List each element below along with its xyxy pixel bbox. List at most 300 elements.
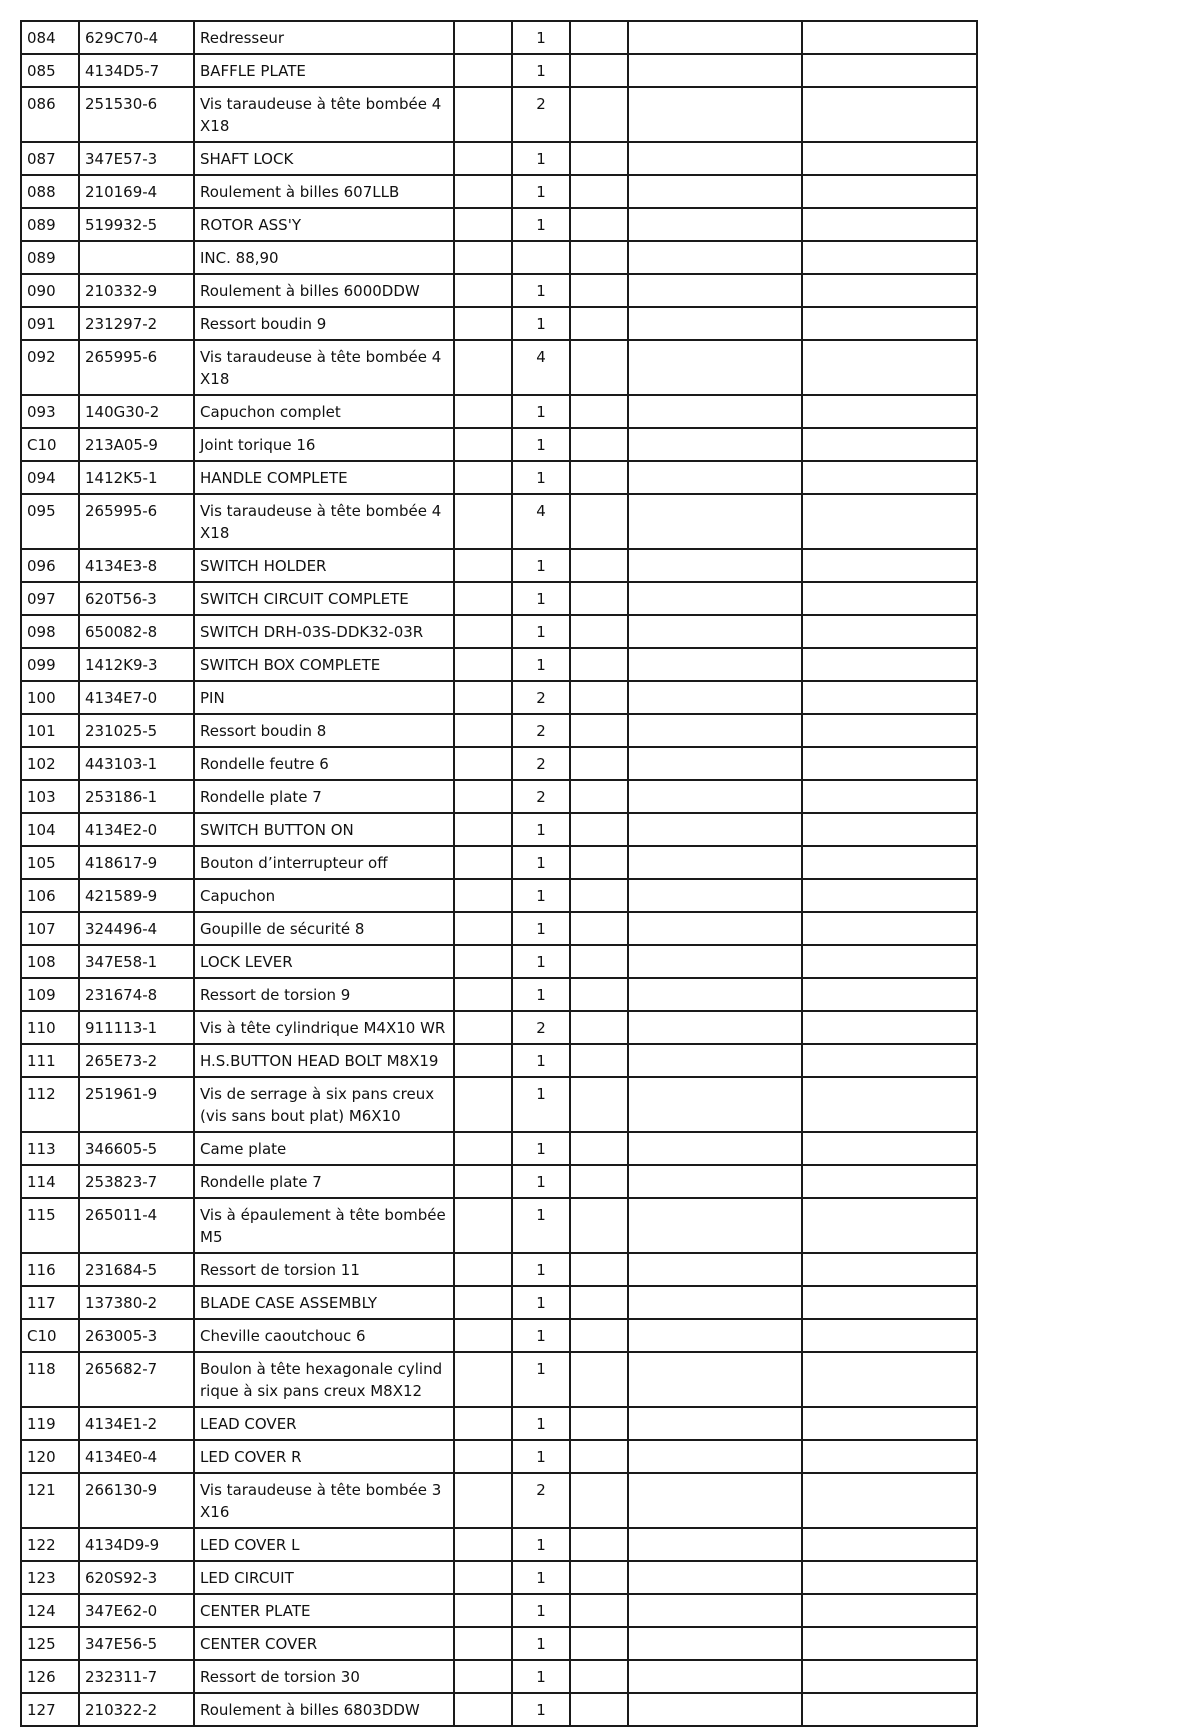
- description-cell: Ressort boudin 9: [194, 307, 454, 340]
- empty-cell: [454, 1077, 512, 1132]
- table-row: [21, 21, 977, 54]
- empty-cell: [802, 87, 977, 142]
- table-row: [21, 494, 977, 549]
- part-number-cell: 265995-6: [79, 340, 194, 395]
- empty-cell: [570, 1561, 628, 1594]
- empty-cell: [628, 340, 802, 395]
- empty-cell: [628, 87, 802, 142]
- empty-cell: [628, 21, 802, 54]
- empty-cell: [628, 813, 802, 846]
- part-number-cell: 4134D5-7: [79, 54, 194, 87]
- empty-cell: [454, 494, 512, 549]
- empty-cell: [570, 1165, 628, 1198]
- item-number-cell: 105: [21, 846, 79, 879]
- empty-cell: [802, 615, 977, 648]
- item-number-cell: 091: [21, 307, 79, 340]
- empty-cell: [570, 1594, 628, 1627]
- empty-cell: [628, 274, 802, 307]
- empty-cell: [802, 681, 977, 714]
- empty-cell: [454, 945, 512, 978]
- part-number-cell: 4134D9-9: [79, 1528, 194, 1561]
- item-number-cell: C10: [21, 1319, 79, 1352]
- empty-cell: [570, 274, 628, 307]
- item-number-cell: 119: [21, 1407, 79, 1440]
- empty-cell: [570, 461, 628, 494]
- quantity-cell: 1: [512, 461, 570, 494]
- empty-cell: [628, 241, 802, 274]
- item-number-cell: 112: [21, 1077, 79, 1132]
- empty-cell: [628, 461, 802, 494]
- description-cell: Vis taraudeuse à tête bombée 4X18: [194, 494, 454, 549]
- part-number-cell: 4134E0-4: [79, 1440, 194, 1473]
- table-row: [21, 54, 977, 87]
- empty-cell: [802, 846, 977, 879]
- empty-cell: [802, 1077, 977, 1132]
- item-number-cell: 115: [21, 1198, 79, 1253]
- empty-cell: [454, 1561, 512, 1594]
- part-number-cell: 265682-7: [79, 1352, 194, 1407]
- description-cell: Goupille de sécurité 8: [194, 912, 454, 945]
- empty-cell: [628, 54, 802, 87]
- part-number-cell: 324496-4: [79, 912, 194, 945]
- table-row: [21, 582, 977, 615]
- empty-cell: [628, 714, 802, 747]
- item-number-cell: 122: [21, 1528, 79, 1561]
- table-row: [21, 1044, 977, 1077]
- table-row: [21, 1352, 977, 1407]
- quantity-cell: 1: [512, 549, 570, 582]
- quantity-cell: 1: [512, 1198, 570, 1253]
- empty-cell: [802, 747, 977, 780]
- quantity-cell: 2: [512, 681, 570, 714]
- quantity-cell: 1: [512, 648, 570, 681]
- empty-cell: [802, 1693, 977, 1726]
- quantity-cell: 1: [512, 846, 570, 879]
- empty-cell: [454, 241, 512, 274]
- description-cell: SWITCH CIRCUIT COMPLETE: [194, 582, 454, 615]
- table-row: [21, 1253, 977, 1286]
- quantity-cell: 2: [512, 87, 570, 142]
- quantity-cell: 1: [512, 615, 570, 648]
- empty-cell: [454, 395, 512, 428]
- item-number-cell: 094: [21, 461, 79, 494]
- table-row: [21, 1660, 977, 1693]
- description-cell: LOCK LEVER: [194, 945, 454, 978]
- part-number-cell: 253186-1: [79, 780, 194, 813]
- part-number-cell: 231674-8: [79, 978, 194, 1011]
- empty-cell: [570, 1693, 628, 1726]
- table-row: [21, 1473, 977, 1528]
- empty-cell: [802, 1660, 977, 1693]
- part-number-cell: 137380-2: [79, 1286, 194, 1319]
- item-number-cell: 089: [21, 241, 79, 274]
- description-cell: Rondelle plate 7: [194, 780, 454, 813]
- item-number-cell: 127: [21, 1693, 79, 1726]
- item-number-cell: 120: [21, 1440, 79, 1473]
- item-number-cell: 087: [21, 142, 79, 175]
- description-cell: H.S.BUTTON HEAD BOLT M8X19: [194, 1044, 454, 1077]
- empty-cell: [628, 1561, 802, 1594]
- empty-cell: [628, 582, 802, 615]
- empty-cell: [454, 1044, 512, 1077]
- empty-cell: [454, 1407, 512, 1440]
- empty-cell: [570, 1011, 628, 1044]
- part-number-cell: 266130-9: [79, 1473, 194, 1528]
- empty-cell: [628, 1352, 802, 1407]
- description-cell: Vis de serrage à six pans creux (vis sans bout plat) M6X10: [194, 1077, 454, 1132]
- item-number-cell: 107: [21, 912, 79, 945]
- empty-cell: [454, 54, 512, 87]
- description-cell: Capuchon: [194, 879, 454, 912]
- empty-cell: [570, 1198, 628, 1253]
- table-row: [21, 1440, 977, 1473]
- quantity-cell: 1: [512, 1044, 570, 1077]
- empty-cell: [802, 1132, 977, 1165]
- table-row: [21, 846, 977, 879]
- quantity-cell: 1: [512, 54, 570, 87]
- part-number-cell: 213A05-9: [79, 428, 194, 461]
- quantity-cell: 1: [512, 1528, 570, 1561]
- description-cell: Rondelle feutre 6: [194, 747, 454, 780]
- quantity-cell: 4: [512, 340, 570, 395]
- part-number-cell: 265011-4: [79, 1198, 194, 1253]
- description-cell: CENTER PLATE: [194, 1594, 454, 1627]
- description-cell: Cheville caoutchouc 6: [194, 1319, 454, 1352]
- table-row: [21, 714, 977, 747]
- part-number-cell: 231025-5: [79, 714, 194, 747]
- empty-cell: [454, 142, 512, 175]
- empty-cell: [570, 648, 628, 681]
- empty-cell: [454, 912, 512, 945]
- empty-cell: [802, 912, 977, 945]
- part-number-cell: 347E58-1: [79, 945, 194, 978]
- empty-cell: [454, 1352, 512, 1407]
- description-cell: Redresseur: [194, 21, 454, 54]
- quantity-cell: 1: [512, 142, 570, 175]
- item-number-cell: 099: [21, 648, 79, 681]
- empty-cell: [628, 1407, 802, 1440]
- description-cell: LED COVER R: [194, 1440, 454, 1473]
- empty-cell: [628, 142, 802, 175]
- quantity-cell: 2: [512, 747, 570, 780]
- item-number-cell: 086: [21, 87, 79, 142]
- table-row: [21, 681, 977, 714]
- table-row: [21, 978, 977, 1011]
- empty-cell: [570, 780, 628, 813]
- empty-cell: [570, 395, 628, 428]
- part-number-cell: 210322-2: [79, 1693, 194, 1726]
- empty-cell: [570, 21, 628, 54]
- table-row: [21, 1286, 977, 1319]
- description-cell: Vis à tête cylindrique M4X10 WR: [194, 1011, 454, 1044]
- table-row: [21, 1594, 977, 1627]
- item-number-cell: 103: [21, 780, 79, 813]
- empty-cell: [570, 681, 628, 714]
- empty-cell: [628, 1440, 802, 1473]
- table-row: [21, 175, 977, 208]
- description-cell: Ressort boudin 8: [194, 714, 454, 747]
- table-row: [21, 945, 977, 978]
- description-cell: Roulement à billes 607LLB: [194, 175, 454, 208]
- empty-cell: [628, 307, 802, 340]
- empty-cell: [802, 1561, 977, 1594]
- empty-cell: [454, 714, 512, 747]
- empty-cell: [802, 307, 977, 340]
- empty-cell: [570, 241, 628, 274]
- empty-cell: [570, 1253, 628, 1286]
- table-row: [21, 1561, 977, 1594]
- quantity-cell: 1: [512, 1660, 570, 1693]
- empty-cell: [628, 1319, 802, 1352]
- empty-cell: [628, 912, 802, 945]
- empty-cell: [628, 615, 802, 648]
- empty-cell: [802, 428, 977, 461]
- quantity-cell: 1: [512, 1132, 570, 1165]
- empty-cell: [802, 1198, 977, 1253]
- description-cell: Ressort de torsion 30: [194, 1660, 454, 1693]
- item-number-cell: 100: [21, 681, 79, 714]
- item-number-cell: 121: [21, 1473, 79, 1528]
- empty-cell: [628, 978, 802, 1011]
- part-number-cell: 443103-1: [79, 747, 194, 780]
- description-cell: Vis taraudeuse à tête bombée 4X18: [194, 340, 454, 395]
- empty-cell: [802, 274, 977, 307]
- description-cell: PIN: [194, 681, 454, 714]
- empty-cell: [454, 428, 512, 461]
- empty-cell: [570, 1319, 628, 1352]
- empty-cell: [628, 549, 802, 582]
- item-number-cell: 098: [21, 615, 79, 648]
- quantity-cell: 1: [512, 1594, 570, 1627]
- empty-cell: [454, 1253, 512, 1286]
- empty-cell: [570, 340, 628, 395]
- quantity-cell: [512, 241, 570, 274]
- table-row: [21, 549, 977, 582]
- empty-cell: [570, 175, 628, 208]
- empty-cell: [802, 1286, 977, 1319]
- empty-cell: [570, 1528, 628, 1561]
- table-row: [21, 1077, 977, 1132]
- quantity-cell: 4: [512, 494, 570, 549]
- item-number-cell: 113: [21, 1132, 79, 1165]
- description-cell: CENTER COVER: [194, 1627, 454, 1660]
- description-cell: Capuchon complet: [194, 395, 454, 428]
- part-number-cell: 263005-3: [79, 1319, 194, 1352]
- part-number-cell: [79, 241, 194, 274]
- empty-cell: [454, 1473, 512, 1528]
- empty-cell: [454, 1286, 512, 1319]
- empty-cell: [454, 1594, 512, 1627]
- empty-cell: [570, 1132, 628, 1165]
- item-number-cell: 116: [21, 1253, 79, 1286]
- quantity-cell: 1: [512, 1253, 570, 1286]
- description-cell: LEAD COVER: [194, 1407, 454, 1440]
- item-number-cell: 096: [21, 549, 79, 582]
- table-row: [21, 142, 977, 175]
- part-number-cell: 620S92-3: [79, 1561, 194, 1594]
- part-number-cell: 346605-5: [79, 1132, 194, 1165]
- quantity-cell: 1: [512, 813, 570, 846]
- quantity-cell: 1: [512, 21, 570, 54]
- empty-cell: [802, 1440, 977, 1473]
- empty-cell: [454, 1660, 512, 1693]
- part-number-cell: 4134E3-8: [79, 549, 194, 582]
- quantity-cell: 1: [512, 208, 570, 241]
- parts-list-page: [20, 20, 978, 1727]
- table-row: [21, 1528, 977, 1561]
- item-number-cell: 126: [21, 1660, 79, 1693]
- empty-cell: [802, 582, 977, 615]
- description-cell: Vis à épaulement à tête bombée M5: [194, 1198, 454, 1253]
- table-row: [21, 87, 977, 142]
- description-cell: SWITCH BOX COMPLETE: [194, 648, 454, 681]
- empty-cell: [628, 395, 802, 428]
- part-number-cell: 1412K9-3: [79, 648, 194, 681]
- part-number-cell: 347E56-5: [79, 1627, 194, 1660]
- item-number-cell: 114: [21, 1165, 79, 1198]
- empty-cell: [570, 1286, 628, 1319]
- item-number-cell: 092: [21, 340, 79, 395]
- quantity-cell: 1: [512, 1319, 570, 1352]
- empty-cell: [454, 87, 512, 142]
- description-cell: SWITCH BUTTON ON: [194, 813, 454, 846]
- empty-cell: [802, 879, 977, 912]
- table-row: [21, 879, 977, 912]
- item-number-cell: 095: [21, 494, 79, 549]
- empty-cell: [628, 1286, 802, 1319]
- part-number-cell: 629C70-4: [79, 21, 194, 54]
- empty-cell: [628, 428, 802, 461]
- quantity-cell: 2: [512, 780, 570, 813]
- empty-cell: [454, 175, 512, 208]
- item-number-cell: 097: [21, 582, 79, 615]
- empty-cell: [802, 21, 977, 54]
- empty-cell: [570, 846, 628, 879]
- empty-cell: [802, 648, 977, 681]
- empty-cell: [802, 1165, 977, 1198]
- empty-cell: [454, 813, 512, 846]
- table-row: [21, 208, 977, 241]
- part-number-cell: 210169-4: [79, 175, 194, 208]
- quantity-cell: 1: [512, 1407, 570, 1440]
- table-row: [21, 1319, 977, 1352]
- table-row: [21, 307, 977, 340]
- empty-cell: [802, 1253, 977, 1286]
- empty-cell: [628, 1693, 802, 1726]
- empty-cell: [454, 274, 512, 307]
- part-number-cell: 421589-9: [79, 879, 194, 912]
- table-row: [21, 241, 977, 274]
- table-row: [21, 912, 977, 945]
- empty-cell: [802, 1528, 977, 1561]
- empty-cell: [802, 395, 977, 428]
- quantity-cell: 1: [512, 1440, 570, 1473]
- quantity-cell: 1: [512, 1165, 570, 1198]
- empty-cell: [454, 846, 512, 879]
- empty-cell: [570, 582, 628, 615]
- description-cell: Vis taraudeuse à tête bombée 3X16: [194, 1473, 454, 1528]
- table-row: [21, 1407, 977, 1440]
- empty-cell: [454, 1132, 512, 1165]
- empty-cell: [570, 1044, 628, 1077]
- quantity-cell: 2: [512, 1011, 570, 1044]
- empty-cell: [454, 780, 512, 813]
- table-row: [21, 747, 977, 780]
- empty-cell: [628, 1198, 802, 1253]
- table-row: [21, 274, 977, 307]
- empty-cell: [570, 428, 628, 461]
- empty-cell: [802, 241, 977, 274]
- item-number-cell: 110: [21, 1011, 79, 1044]
- empty-cell: [454, 1011, 512, 1044]
- empty-cell: [454, 582, 512, 615]
- empty-cell: [802, 1319, 977, 1352]
- description-cell: Rondelle plate 7: [194, 1165, 454, 1198]
- part-number-cell: 251530-6: [79, 87, 194, 142]
- empty-cell: [628, 1627, 802, 1660]
- empty-cell: [802, 1044, 977, 1077]
- empty-cell: [628, 1165, 802, 1198]
- empty-cell: [570, 1352, 628, 1407]
- quantity-cell: 1: [512, 1627, 570, 1660]
- empty-cell: [802, 142, 977, 175]
- item-number-cell: 084: [21, 21, 79, 54]
- empty-cell: [628, 1528, 802, 1561]
- empty-cell: [454, 340, 512, 395]
- part-number-cell: 650082-8: [79, 615, 194, 648]
- part-number-cell: 265E73-2: [79, 1044, 194, 1077]
- empty-cell: [628, 879, 802, 912]
- table-row: [21, 340, 977, 395]
- empty-cell: [454, 1440, 512, 1473]
- table-row: [21, 428, 977, 461]
- empty-cell: [628, 1044, 802, 1077]
- quantity-cell: 1: [512, 945, 570, 978]
- description-cell: Vis taraudeuse à tête bombée 4X18: [194, 87, 454, 142]
- empty-cell: [570, 615, 628, 648]
- part-number-cell: 4134E7-0: [79, 681, 194, 714]
- empty-cell: [570, 87, 628, 142]
- item-number-cell: 090: [21, 274, 79, 307]
- empty-cell: [570, 879, 628, 912]
- part-number-cell: 911113-1: [79, 1011, 194, 1044]
- table-row: [21, 1011, 977, 1044]
- parts-table: [20, 20, 978, 1727]
- empty-cell: [454, 978, 512, 1011]
- table-row: [21, 1132, 977, 1165]
- empty-cell: [802, 549, 977, 582]
- description-cell: LED CIRCUIT: [194, 1561, 454, 1594]
- description-cell: INC. 88,90: [194, 241, 454, 274]
- description-cell: Joint torique 16: [194, 428, 454, 461]
- table-row: [21, 1627, 977, 1660]
- part-number-cell: 1412K5-1: [79, 461, 194, 494]
- empty-cell: [802, 978, 977, 1011]
- empty-cell: [570, 1473, 628, 1528]
- empty-cell: [802, 54, 977, 87]
- empty-cell: [570, 912, 628, 945]
- item-number-cell: 093: [21, 395, 79, 428]
- item-number-cell: 106: [21, 879, 79, 912]
- empty-cell: [570, 978, 628, 1011]
- description-cell: LED COVER L: [194, 1528, 454, 1561]
- empty-cell: [802, 461, 977, 494]
- empty-cell: [628, 1253, 802, 1286]
- part-number-cell: 620T56-3: [79, 582, 194, 615]
- empty-cell: [628, 494, 802, 549]
- empty-cell: [802, 1473, 977, 1528]
- description-cell: BAFFLE PLATE: [194, 54, 454, 87]
